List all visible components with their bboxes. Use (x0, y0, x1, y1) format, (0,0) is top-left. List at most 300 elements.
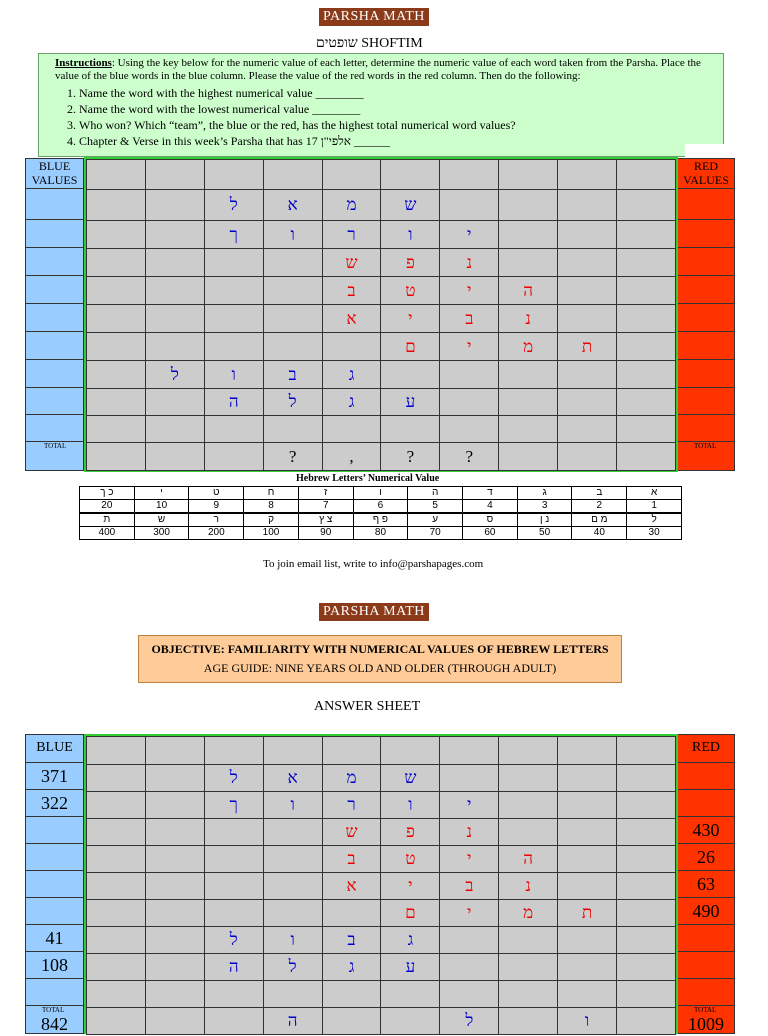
key-letter: פ ף (353, 513, 408, 527)
letter-cell (322, 333, 381, 361)
letter-cell: ו (381, 792, 440, 819)
grid-row (87, 900, 676, 927)
letter-cell (617, 443, 676, 471)
letter-cell: ב (440, 305, 499, 333)
letter-cell (87, 443, 146, 471)
letter-cell (263, 900, 322, 927)
red-value-cell[interactable] (678, 276, 734, 304)
letter-cell (558, 873, 617, 900)
letter-cell (558, 361, 617, 389)
letter-cell (617, 900, 676, 927)
parsha-subtitle: שופטים SHOFTIM (316, 36, 423, 51)
key-letter: ה (408, 487, 463, 500)
blue-value-cell[interactable] (26, 388, 83, 415)
red-total-label: TOTAL (694, 442, 717, 450)
letter-cell: נ (499, 873, 558, 900)
letter-cell (558, 927, 617, 954)
key-value: 40 (572, 527, 627, 540)
age-guide-text: AGE GUIDE: NINE YEARS OLD AND OLDER (THROUGH ADULT) (203, 661, 557, 675)
answer-value-cell (678, 979, 734, 1006)
letter-cell: א (263, 765, 322, 792)
key-value: 60 (463, 527, 518, 540)
red-values-header: RED VALUES (678, 159, 734, 189)
grid-row (87, 305, 676, 333)
letter-cell (499, 927, 558, 954)
blue-value-cell[interactable] (26, 415, 83, 442)
key-letter: ס (463, 513, 518, 527)
letter-cell (145, 927, 204, 954)
letter-cell (617, 221, 676, 249)
instruction-item: 4. Chapter & Verse in this week’s Parsha that has 17 אלפי"ן ______ (79, 133, 715, 149)
answer-banner: PARSHA MATH (319, 603, 429, 621)
blue-values-header: BLUE VALUES (26, 159, 83, 189)
letter-cell (204, 737, 263, 765)
letter-cell (263, 416, 322, 443)
letter-cell (617, 305, 676, 333)
letter-cell: ל (263, 389, 322, 416)
key-letter: ט (189, 487, 244, 500)
blue-value-cell[interactable] (26, 304, 83, 332)
grid-row (87, 927, 676, 954)
letter-cell (145, 737, 204, 765)
letter-cell: ם (381, 900, 440, 927)
letter-cell (204, 1008, 263, 1035)
letter-cell: א (263, 190, 322, 221)
letter-cell (145, 1008, 204, 1035)
letter-cell (87, 792, 146, 819)
letter-cell (87, 873, 146, 900)
letter-cell (204, 846, 263, 873)
letter-cell (499, 954, 558, 981)
letter-cell (145, 792, 204, 819)
letter-cell (204, 249, 263, 277)
letter-cell (87, 249, 146, 277)
letter-cell (440, 160, 499, 190)
answer-grid-frame (84, 734, 678, 1034)
answer-value-cell: 26 (678, 844, 734, 871)
letter-cell (145, 160, 204, 190)
letter-cell (558, 277, 617, 305)
answer-total-value: 1009 (678, 1015, 734, 1034)
letter-cell (617, 819, 676, 846)
blue-value-cell[interactable] (26, 332, 83, 360)
letter-cell: ו (263, 792, 322, 819)
letter-cell: ש (322, 819, 381, 846)
key-letter: ז (298, 487, 353, 500)
key-value: 100 (244, 527, 299, 540)
letter-cell (263, 160, 322, 190)
letter-cell (87, 305, 146, 333)
email-note: To join email list, write to info@parshapages.com (263, 558, 484, 570)
letter-cell (617, 277, 676, 305)
letter-cell (204, 305, 263, 333)
letter-cell: מ (322, 765, 381, 792)
letter-cell: ט (381, 846, 440, 873)
letter-cell (145, 221, 204, 249)
answer-total-cell (678, 1006, 734, 1036)
letter-cell (381, 737, 440, 765)
letter-cell (440, 389, 499, 416)
key-value: 6 (353, 500, 408, 514)
letter-cell (558, 443, 617, 471)
answer-total-value: 842 (26, 1015, 83, 1034)
grid-row (87, 277, 676, 305)
letter-cell (499, 160, 558, 190)
letter-cell: ? (263, 443, 322, 471)
letter-cell: י (381, 873, 440, 900)
red-value-cell[interactable] (678, 388, 734, 415)
letter-cell (87, 361, 146, 389)
letter-cell (499, 1008, 558, 1035)
letter-cell: ל (145, 361, 204, 389)
grid-row (87, 443, 676, 471)
letter-cell (322, 737, 381, 765)
letter-cell: ש (322, 249, 381, 277)
letter-cell: ג (322, 389, 381, 416)
key-letter: ו (353, 487, 408, 500)
letter-grid-frame (84, 157, 678, 472)
letter-cell (558, 737, 617, 765)
letter-cell (145, 954, 204, 981)
letter-cell: ב (322, 927, 381, 954)
letter-cell: ה (204, 954, 263, 981)
letter-cell (322, 900, 381, 927)
letter-cell (499, 416, 558, 443)
key-table-title: Hebrew Letters’ Numerical Value (296, 473, 440, 484)
letter-cell: ? (381, 443, 440, 471)
answer-value-cell: 108 (26, 952, 83, 979)
letter-cell (204, 900, 263, 927)
letter-cell (499, 389, 558, 416)
red-values-column (677, 158, 735, 471)
letter-cell: ג (381, 927, 440, 954)
letter-cell (617, 416, 676, 443)
answer-value-cell (26, 817, 83, 844)
letter-cell (263, 249, 322, 277)
letter-cell (87, 981, 146, 1008)
red-value-cell[interactable] (678, 415, 734, 442)
letter-cell: ל (204, 927, 263, 954)
letter-cell: ג (322, 954, 381, 981)
letter-cell (263, 846, 322, 873)
letter-cell (87, 416, 146, 443)
letter-cell (87, 160, 146, 190)
red-value-cell[interactable] (678, 332, 734, 360)
letter-cell (204, 277, 263, 305)
letter-cell (145, 443, 204, 471)
page-fold-corner (685, 144, 725, 158)
letter-cell (440, 361, 499, 389)
letter-cell: ב (263, 361, 322, 389)
letter-cell (440, 737, 499, 765)
letter-cell (145, 416, 204, 443)
letter-cell (558, 981, 617, 1008)
key-letter: ר (189, 513, 244, 527)
letter-cell (263, 333, 322, 361)
letter-cell (87, 221, 146, 249)
key-value: 3 (517, 500, 572, 514)
letter-cell (558, 954, 617, 981)
red-value-cell[interactable] (678, 189, 734, 220)
instructions-text: : Using the key below for the numeric value of each letter, determine the numeric value of each word taken from the Parsha. Place the value of the blue words in the blue column. Please the value of the red words in the red column. Then do the following: (55, 57, 701, 82)
letter-cell (87, 927, 146, 954)
letter-cell: ך (204, 221, 263, 249)
letter-cell (263, 277, 322, 305)
letter-cell (145, 846, 204, 873)
letter-cell (322, 416, 381, 443)
answer-letter-grid (86, 736, 676, 1035)
key-letter: ק (244, 513, 299, 527)
letter-cell: נ (440, 819, 499, 846)
letter-cell: ר (322, 221, 381, 249)
letter-cell (558, 221, 617, 249)
letter-cell (440, 416, 499, 443)
letter-cell (145, 190, 204, 221)
letter-cell (499, 361, 558, 389)
letter-cell: ל (204, 190, 263, 221)
letter-cell (381, 160, 440, 190)
letter-cell (381, 416, 440, 443)
letter-grid (86, 159, 676, 471)
grid-row (87, 765, 676, 792)
letter-cell: מ (322, 190, 381, 221)
answer-value-cell: 430 (678, 817, 734, 844)
grid-row (87, 954, 676, 981)
letter-cell (87, 846, 146, 873)
answer-value-cell (678, 790, 734, 817)
letter-cell (263, 981, 322, 1008)
letter-cell (87, 765, 146, 792)
letter-cell: ש (381, 765, 440, 792)
answer-value-cell: 322 (26, 790, 83, 817)
objective-text: OBJECTIVE: FAMILIARITY WITH NUMERICAL VALUES OF HEBREW LETTERS (151, 642, 609, 656)
key-letter: ל (627, 513, 682, 527)
key-row (80, 513, 682, 527)
letter-cell (440, 765, 499, 792)
key-row (80, 527, 682, 540)
letter-cell: י (440, 792, 499, 819)
letter-cell (87, 389, 146, 416)
key-letter: א (627, 487, 682, 500)
letter-cell (87, 190, 146, 221)
letter-cell (263, 873, 322, 900)
letter-cell (145, 981, 204, 1008)
key-value: 4 (463, 500, 518, 514)
letter-cell (87, 737, 146, 765)
letter-cell: ת (558, 333, 617, 361)
key-value: 300 (134, 527, 189, 540)
letter-cell (145, 900, 204, 927)
letter-cell (263, 305, 322, 333)
answer-value-cell (26, 979, 83, 1006)
red-value-cell[interactable] (678, 248, 734, 276)
letter-cell (558, 792, 617, 819)
letter-cell (499, 765, 558, 792)
letter-cell (558, 416, 617, 443)
letter-cell: ו (263, 221, 322, 249)
letter-cell (87, 333, 146, 361)
objective-box (138, 635, 622, 683)
grid-row (87, 1008, 676, 1035)
instructions-box (38, 53, 724, 157)
key-value: 2 (572, 500, 627, 514)
grid-row (87, 160, 676, 190)
key-value: 8 (244, 500, 299, 514)
letter-cell (440, 927, 499, 954)
blue-value-cell[interactable] (26, 220, 83, 248)
letter-cell (263, 737, 322, 765)
letter-cell (558, 190, 617, 221)
letter-cell: י (381, 305, 440, 333)
letter-cell (558, 160, 617, 190)
answer-sheet-title: ANSWER SHEET (314, 699, 421, 714)
letter-cell (145, 333, 204, 361)
letter-cell: ב (440, 873, 499, 900)
red-value-cell[interactable] (678, 304, 734, 332)
letter-cell (440, 981, 499, 1008)
letter-cell: י (440, 333, 499, 361)
letter-cell (204, 873, 263, 900)
key-value: 1 (627, 500, 682, 514)
answer-value-cell: 41 (26, 925, 83, 952)
letter-cell (440, 190, 499, 221)
letter-cell (558, 765, 617, 792)
grid-row (87, 333, 676, 361)
letter-cell: ב (322, 277, 381, 305)
key-letter: צ ץ (298, 513, 353, 527)
grid-row (87, 737, 676, 765)
blue-value-cell[interactable] (26, 248, 83, 276)
red-answer-header: RED (678, 735, 734, 763)
letter-cell: ע (381, 954, 440, 981)
letter-cell (499, 249, 558, 277)
letter-cell (617, 873, 676, 900)
red-value-cell[interactable] (678, 360, 734, 388)
letter-cell (87, 900, 146, 927)
letter-cell (499, 443, 558, 471)
letter-cell (499, 190, 558, 221)
letter-cell (558, 819, 617, 846)
letter-cell (617, 1008, 676, 1035)
key-value: 9 (189, 500, 244, 514)
letter-cell (87, 1008, 146, 1035)
letter-cell (87, 277, 146, 305)
letter-cell (617, 981, 676, 1008)
answer-value-cell (26, 898, 83, 925)
key-letter: ח (244, 487, 299, 500)
letter-cell: ו (263, 927, 322, 954)
letter-cell: י (440, 221, 499, 249)
key-letter: ג (517, 487, 572, 500)
blue-value-cell[interactable] (26, 360, 83, 388)
answer-total-label: TOTAL (694, 1006, 717, 1014)
grid-row (87, 981, 676, 1008)
grid-row (87, 792, 676, 819)
letter-cell (499, 819, 558, 846)
red-answer-column (677, 734, 735, 1034)
letter-cell: נ (440, 249, 499, 277)
instruction-item: 3. Who won? Which “team”, the blue or the red, has the highest total numerical word values? (79, 117, 715, 133)
letter-cell: ה (204, 389, 263, 416)
blue-answer-header: BLUE (26, 735, 83, 763)
key-value: 7 (298, 500, 353, 514)
key-value: 30 (627, 527, 682, 540)
letter-cell: ל (440, 1008, 499, 1035)
letter-cell (440, 954, 499, 981)
key-letter: י (134, 487, 189, 500)
answer-value-cell: 63 (678, 871, 734, 898)
answer-value-cell (26, 871, 83, 898)
numerical-value-key (79, 486, 682, 540)
letter-cell (617, 927, 676, 954)
letter-cell (204, 333, 263, 361)
grid-row (87, 190, 676, 221)
letter-cell: ת (558, 900, 617, 927)
letter-cell (558, 305, 617, 333)
letter-cell (145, 389, 204, 416)
grid-row (87, 221, 676, 249)
key-letter: כ ך (80, 487, 135, 500)
key-letter: ת (80, 513, 135, 527)
letter-cell: ו (381, 221, 440, 249)
letter-cell (617, 361, 676, 389)
letter-cell (617, 954, 676, 981)
grid-row (87, 846, 676, 873)
answer-value-cell: 371 (26, 763, 83, 790)
answer-value-cell (678, 952, 734, 979)
answer-total-cell (26, 1006, 83, 1036)
answer-total-label: TOTAL (42, 1006, 65, 1014)
letter-cell (204, 819, 263, 846)
key-letter: ש (134, 513, 189, 527)
page-banner: PARSHA MATH (319, 8, 429, 26)
letter-cell (558, 389, 617, 416)
grid-row (87, 819, 676, 846)
letter-cell: ר (322, 792, 381, 819)
letter-cell: פ (381, 819, 440, 846)
key-value: 90 (298, 527, 353, 540)
letter-cell (558, 846, 617, 873)
letter-cell: ? (440, 443, 499, 471)
answer-value-cell (678, 925, 734, 952)
blue-value-cell[interactable] (26, 189, 83, 220)
key-value: 10 (134, 500, 189, 514)
letter-cell (499, 737, 558, 765)
letter-cell: ש (381, 190, 440, 221)
letter-cell: י (440, 900, 499, 927)
letter-cell (617, 389, 676, 416)
letter-cell (87, 819, 146, 846)
letter-cell (204, 443, 263, 471)
letter-cell: מ (499, 900, 558, 927)
blue-total-label: TOTAL (44, 442, 67, 450)
red-value-cell[interactable] (678, 220, 734, 248)
instructions-label: Instructions (55, 57, 112, 69)
letter-cell (381, 1008, 440, 1035)
letter-cell (204, 160, 263, 190)
grid-row (87, 416, 676, 443)
blue-value-cell[interactable] (26, 276, 83, 304)
grid-row (87, 873, 676, 900)
letter-cell (617, 765, 676, 792)
letter-cell (145, 873, 204, 900)
blue-values-column (25, 158, 84, 471)
answer-value-cell (26, 844, 83, 871)
letter-cell (499, 981, 558, 1008)
key-value: 200 (189, 527, 244, 540)
instruction-item: 2. Name the word with the lowest numerical value ________ (79, 101, 715, 117)
letter-cell: פ (381, 249, 440, 277)
